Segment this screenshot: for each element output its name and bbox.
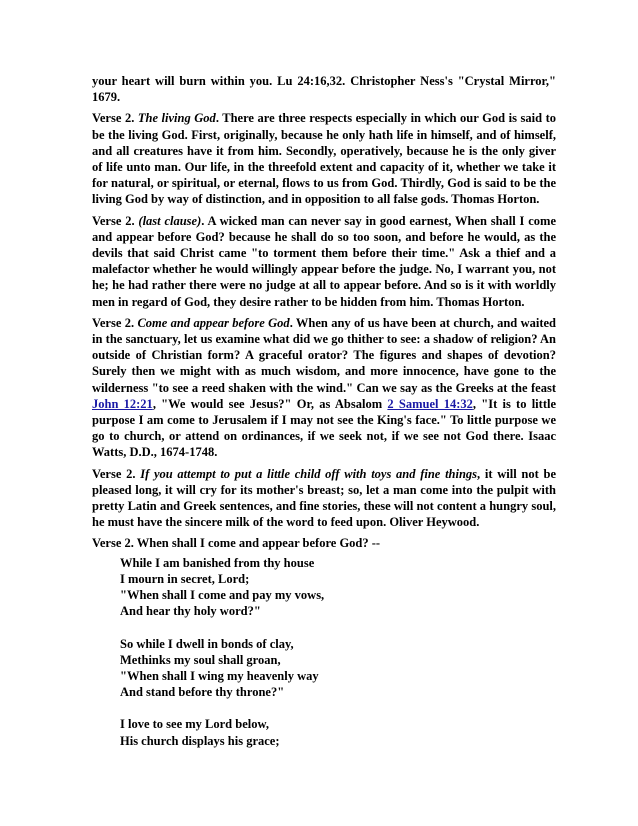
paragraph-text: . When any of us have been at church, and waited in the sanctuary, let us examine what did we go thither to see: a shadow of religion? An outside of Christian form? A graceful orator? The figures and shapes of devotion? Surely then we might with as much wisdom, and more innocence, have gone to the wilderness "to see a reed shaken with the wind." Can we say as the Greeks at the feast xyxy=(92,315,556,395)
paragraph-living-god xyxy=(92,110,556,207)
document-body xyxy=(92,73,556,765)
verse-heading: (last clause) xyxy=(138,213,202,228)
paragraph-text: . There are three respects especially in which our God is said to be the living God. First, originally, because he only hath life in himself, and of himself, and all creatures have it from him. Secondly, operatively, because he is the only giver of life unto man. Our life, in the threefold extent and capacity of it, whether we take it for natural, or spiritual, or eternal, flows to us from God. Thirdly, God is said to be the living God by way of distinction, and in opposition to all false gods. Thomas Horton. xyxy=(92,111,556,207)
verse-label: Verse 2. xyxy=(92,315,138,330)
poem-stanza xyxy=(120,716,556,748)
poem-line: "When shall I come and pay my vows, xyxy=(120,588,325,603)
poem-line: I mourn in secret, Lord; xyxy=(120,571,250,586)
verse-label: Verse 2. xyxy=(92,111,138,126)
poem-stanza xyxy=(120,636,556,701)
verse-heading: If you attempt to put a little child off with toys and fine things xyxy=(140,466,478,481)
paragraph-last-clause xyxy=(92,213,556,310)
poem-line: His church displays his grace; xyxy=(120,733,280,748)
poem xyxy=(120,555,556,749)
paragraph-come-and-appear xyxy=(92,315,556,461)
paragraph-text: Verse 2. When shall I come and appear before God? -- xyxy=(92,536,381,551)
poem-line: I love to see my Lord below, xyxy=(120,717,269,732)
poem-line: Methinks my soul shall groan, xyxy=(120,652,281,667)
paragraph-text: . A wicked man can never say in good earnest, When shall I come and appear before God? because he shall do so too soon, and before he would, as the devils that said Christ came "to torment them before their time." Ask a thief and a malefactor whether he would willingly appear before the judge. No, I warrant you, not he; he had rather there were no judge at all to appear before. And so is it with worldly men in regard of God, they desire rather to be hidden from him. Thomas Horton. xyxy=(92,213,556,309)
poem-line: So while I dwell in bonds of clay, xyxy=(120,636,294,651)
verse-label: Verse 2. xyxy=(92,213,139,228)
poem-line: And hear thy holy word?" xyxy=(120,604,261,619)
paragraph-when-shall-i xyxy=(92,535,556,551)
paragraph-text: , it will not be pleased long, it will cry for its mother's breast; so, let a man come into the pulpit with pretty Latin and Greek sentences, and fine stories, these will not content a hungry soul, he must have the sincere milk of the word to feed upon. Oliver Heywood. xyxy=(92,466,556,530)
poem-line: "When shall I wing my heavenly way xyxy=(120,668,319,683)
paragraph-ness-citation xyxy=(92,73,556,105)
verse-label: Verse 2. xyxy=(92,466,141,481)
verse-heading: Come and appear before God xyxy=(137,315,290,330)
poem-line: While I am banished from thy house xyxy=(120,555,315,570)
poem-stanza xyxy=(120,555,556,620)
paragraph-text: , "We would see Jesus?" Or, as Absalom xyxy=(152,396,388,411)
link-2-samuel-14-32[interactable]: 2 Samuel 14:32 xyxy=(387,396,473,411)
poem-line: And stand before thy throne?" xyxy=(120,685,285,700)
paragraph-little-child xyxy=(92,466,556,531)
paragraph-text: your heart will burn within you. Lu 24:16,32. Christopher Ness's "Crystal Mirror," 1679. xyxy=(92,74,556,105)
paragraph-text: , "It is to little purpose I am come to Jerusalem if I may not see the King's face." To little purpose we go to church, or attend on ordinances, if we seek not, if we see not God there. Isaac Watts, D.D., 1674-1748. xyxy=(92,396,557,460)
link-john-12-21[interactable]: John 12:21 xyxy=(92,396,153,411)
verse-heading: The living God xyxy=(137,111,216,126)
